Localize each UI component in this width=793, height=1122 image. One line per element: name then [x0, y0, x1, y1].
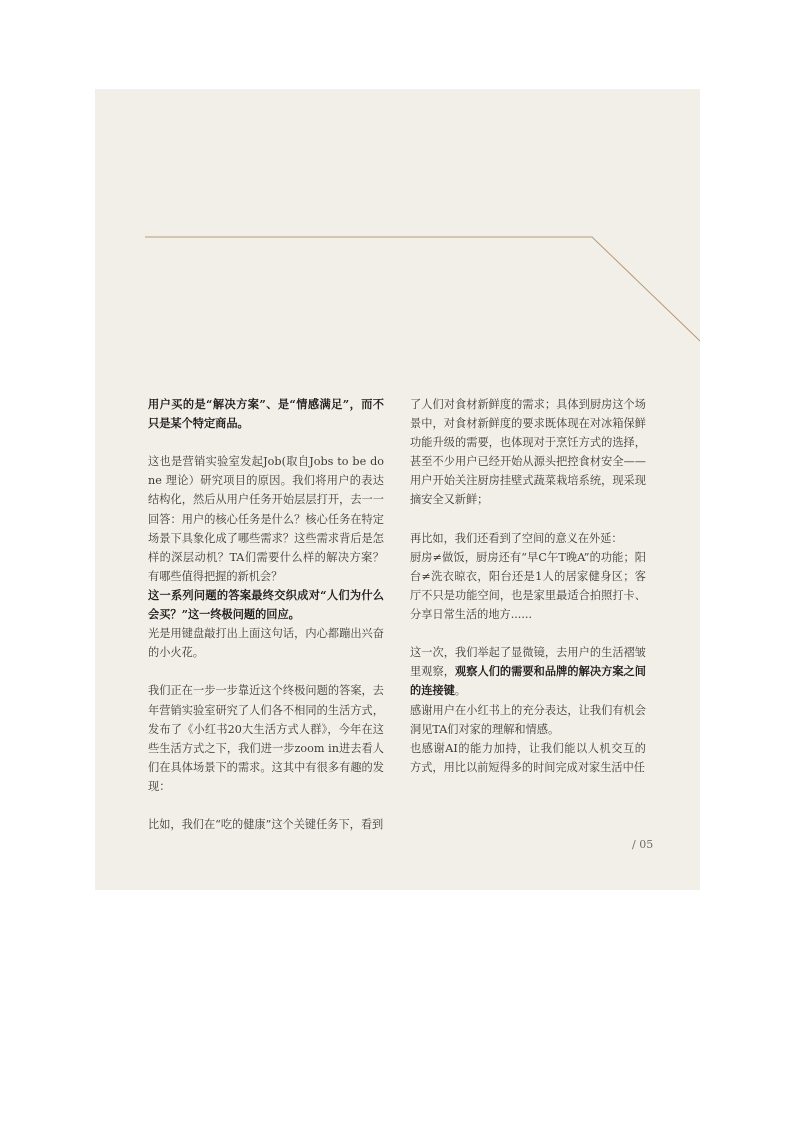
body-paragraph: 厨房≠做饭，厨房还有“早C午T晚A”的功能；阳台≠洗衣晾衣，阳台还是1人的居家健身区；客厅不只是功能空间，也是家里最适合拍照打卡、分享日常生活的地方......: [410, 550, 646, 622]
body-paragraph: 这一次，我们举起了显微镜，去用户的生活褶皱里观察，观察人们的需要和品牌的解决方案之间的连接键。: [410, 646, 646, 698]
body-paragraph: 这也是营销实验室发起Job(取自Jobs to be done 理论）研究项目的原因。我们将用户的表达结构化，然后从用户任务开始层层打开，去一一回答：用户的核心任务是什么？核心任务在特定场景下具象化成了哪些需求？这些需求背后是怎样的深层动机？TA们需要什么样的解决方案？有哪些值得把握的新机会？: [148, 455, 384, 583]
emphasis-paragraph: 这一系列问题的答案最终交织成对“人们为什么会买？”这一终极问题的回应。: [148, 587, 384, 622]
page-number: / 05: [632, 838, 654, 851]
divider-line: [145, 237, 700, 341]
lead-paragraph: 用户买的是“解决方案”、是“情感满足”，而不只是某个特定商品。: [148, 397, 384, 431]
body-paragraph: 我们正在一步一步靠近这个终极问题的答案，去年营销实验室研究了人们各不相同的生活方式，发布了《小红书20大生活方式人群》，今年在这些生活方式之下，我们进一步zoom in进去看人们在具体场景下的需求。这其中有很多有趣的发现：: [148, 684, 384, 793]
body-paragraph: 也感谢AI的能力加持，让我们能以人机交互的方式，用比以前短得多的时间完成对家生活中任: [410, 741, 646, 774]
body-paragraph: 再比如，我们还看到了空间的意义在外延：: [410, 531, 623, 545]
body-paragraph: 比如，我们在“吃的健康”这个关键任务下，看到: [148, 818, 384, 832]
body-paragraph: 感谢用户在小红书上的充分表达，让我们有机会洞见TA们对家的理解和情感。: [410, 703, 646, 736]
left-column: [148, 395, 384, 834]
right-column: [410, 395, 646, 777]
body-paragraph: 光是用键盘敲打出上面这句话，内心都蹦出兴奋的小火花。: [148, 627, 384, 660]
document-page: [95, 89, 700, 890]
body-paragraph: 了人们对食材新鲜度的需求；具体到厨房这个场景中，对食材新鲜度的要求既体现在对冰箱保鲜功能升级的需要，也体现对于烹饪方式的选择，甚至不少用户已经开始从源头把控食材安全——用户开始关注厨房挂壁式蔬菜栽培系统，现采现摘安全又新鲜；: [410, 398, 646, 507]
highlight-text: 观察人们的需要和品牌的解决方案之间的连接键: [410, 664, 646, 698]
